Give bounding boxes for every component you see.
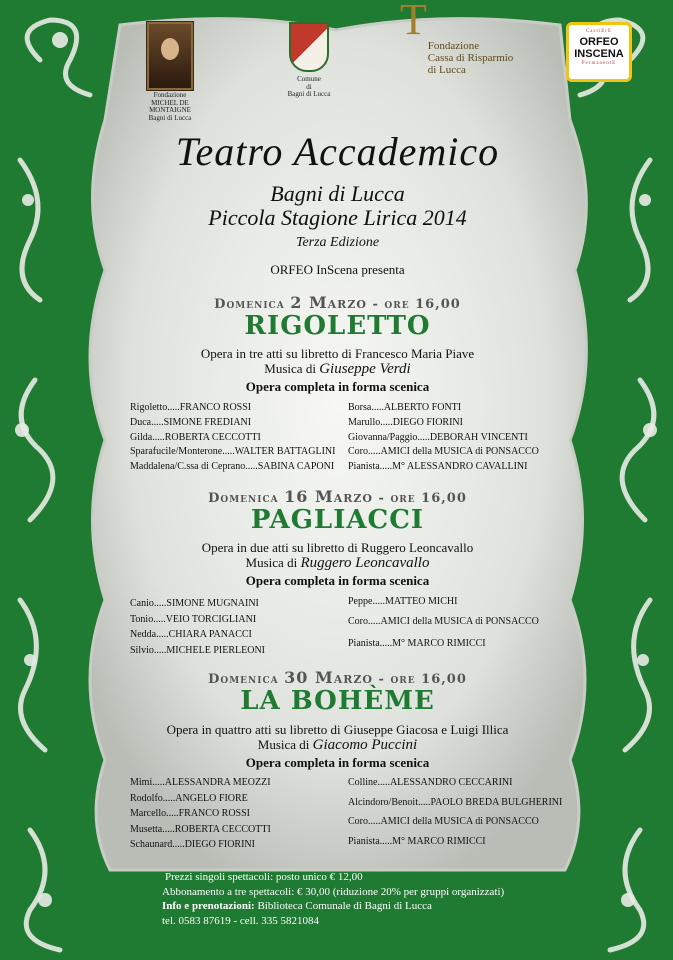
cast-item: Musetta.....ROBERTA CECCOTTI: [130, 823, 271, 835]
cast-item: Duca.....SIMONE FREDIANI: [130, 416, 252, 428]
orfeo-inscena-logo: CastiErE ORFEO INSCENA PermanentE: [566, 22, 632, 82]
subtitle-location: Bagni di Lucca: [270, 181, 405, 206]
show-2-cast-left: [130, 595, 265, 657]
show-1-description: Opera in tre atti su libretto di Francesco Maria Piave: [200, 346, 475, 361]
show-2-date: Domenica 16 Marzo - ore 16,00: [208, 487, 467, 506]
show-2-title: PAGLIACCI: [250, 505, 425, 535]
show-3-date: Domenica 30 Marzo - ore 16,00: [208, 668, 467, 687]
show-1-cast-left: [130, 401, 335, 475]
show-3-cast-right: [348, 776, 562, 854]
show-2-note: Opera completa in forma scenica: [245, 573, 430, 588]
fondazione-cassa-logo: T Fondazione Cassa di Risparmio di Lucca: [396, 20, 526, 76]
show-3-music: Musica di Giacomo Puccini: [257, 737, 418, 753]
cast-item: Maddalena/C.ssa di Ceprano.....SABINA CAPONI: [130, 461, 335, 473]
cast-item: Coro.....AMICI della MUSICA di PONSACCO: [348, 446, 539, 458]
cast-item: Canio.....SIMONE MUGNAINI: [130, 598, 259, 609]
show-1-music: Musica di Giuseppe Verdi: [264, 361, 411, 377]
footer-phone: tel. 0583 87619 - cell. 335 5821084: [162, 914, 320, 927]
show-2-composer: Ruggero Leoncavallo: [300, 555, 430, 571]
cast-item: Nedda.....CHIARA PANACCI: [130, 629, 252, 640]
show-1-cast-right: [348, 401, 539, 475]
cast-item: Pianista.....M° MARCO RIMICCI: [348, 638, 486, 649]
fondazione-cassa-icon: [396, 20, 426, 74]
show-2-description: Opera in due atti su libretto di Ruggero Leoncavallo: [201, 540, 474, 555]
cast-item: Pianista.....M° MARCO RIMICCI: [348, 835, 486, 847]
cast-item: Tonio.....VEIO TORCIGLIANI: [130, 613, 257, 625]
footer-prices: Prezzi singoli spettacoli: posto unico € 12,00: [165, 871, 363, 883]
footer-info: [50, 870, 504, 928]
cast-item: Sparafucile/Monterone.....WALTER BATTAGLINI: [130, 446, 336, 458]
cast-item: Peppe.....MATTEO MICHI: [348, 596, 458, 607]
cast-item: Rigoletto.....FRANCO ROSSI: [130, 402, 252, 413]
cast-item: Schaunard.....DIEGO FIORINI: [130, 839, 255, 850]
cast-item: Mimi.....ALESSANDRA MEOZZI: [130, 777, 271, 788]
subtitle-season: Piccola Stagione Lirica 2014: [208, 205, 467, 230]
fondazione-montaigne-logo: Fondazione MICHEL DE MONTAIGNE Bagni di Lucca: [140, 22, 200, 122]
cast-item: Colline.....ALESSANDRO CECCARINI: [348, 777, 513, 788]
show-1-date: Domenica 2 Marzo - ore 16,00: [214, 293, 461, 312]
cast-item: Marullo.....DIEGO FIORINI: [348, 416, 463, 428]
cast-item: Alcindoro/Benoit.....PAOLO BREDA BULGHERINI: [348, 796, 563, 808]
scroll-content: [110, 18, 624, 958]
footer-info-line: Info e prenotazioni: Biblioteca Comunale di Bagni di Lucca: [162, 900, 432, 912]
show-2-music: Musica di Ruggero Leoncavallo: [245, 555, 430, 571]
cast-item: Silvio.....MICHELE PIERLEONI: [130, 644, 265, 656]
cast-item: Coro.....AMICI della MUSICA di PONSACCO: [348, 616, 539, 627]
show-1-composer: Giuseppe Verdi: [319, 361, 411, 377]
footer-subscription: Abbonamento a tre spettacoli: € 30,00 (riduzione 20% per gruppi organizzati): [162, 885, 505, 898]
show-3-composer: Giacomo Puccini: [312, 737, 418, 753]
show-1-note: Opera completa in forma scenica: [245, 379, 430, 394]
edition-label: Terza Edizione: [295, 235, 380, 250]
cast-item: Gilda.....ROBERTA CECCOTTI: [130, 431, 261, 443]
comune-logo: Comune di Bagni di Lucca: [280, 22, 338, 99]
cast-item: Pianista.....M° ALESSANDRO CAVALLINI: [348, 461, 528, 473]
show-3-cast-left: [130, 776, 271, 854]
cast-item: Giovanna/Paggio.....DEBORAH VINCENTI: [348, 431, 528, 443]
show-2-cast-right: [348, 595, 539, 657]
cast-item: Borsa.....ALBERTO FONTI: [348, 402, 462, 413]
show-3-title: LA BOHÈME: [240, 686, 435, 716]
show-3-note: Opera completa in forma scenica: [245, 755, 430, 770]
crest-icon: [289, 22, 329, 72]
cast-item: Coro.....AMICI della MUSICA di PONSACCO: [348, 816, 539, 827]
show-1-title: RIGOLETTO: [244, 311, 431, 341]
portrait-icon: [147, 22, 193, 90]
page-title: Teatro Accademico: [175, 129, 500, 174]
show-3-description: Opera in quattro atti su libretto di Giuseppe Giacosa e Luigi Illica: [166, 722, 509, 737]
cast-item: Marcello.....FRANCO ROSSI: [130, 808, 251, 819]
cast-item: Rodolfo.....ANGELO FIORE: [130, 792, 248, 804]
presenter-label: ORFEO InScena presenta: [270, 262, 405, 277]
